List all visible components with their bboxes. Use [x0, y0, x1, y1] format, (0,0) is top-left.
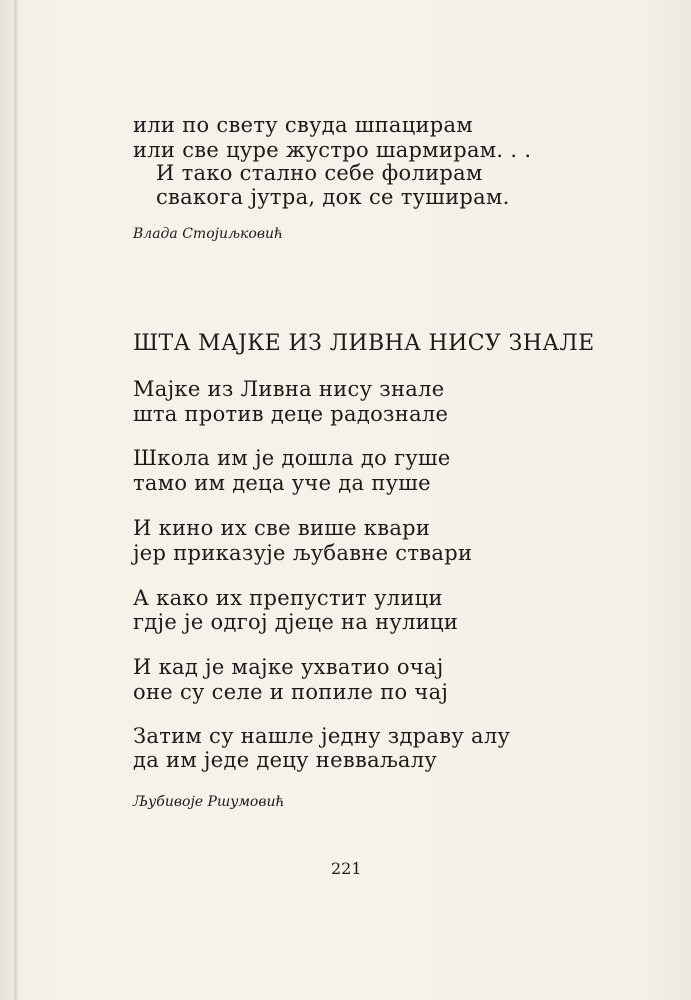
poem-line: или по свету свуда шпацирам — [133, 113, 473, 137]
poem-line: шта против деце радознале — [133, 402, 449, 426]
poem-line: гдје је одгој дјеце на нулици — [133, 610, 459, 634]
poem-title: ШТА МАЈКЕ ИЗ ЛИВНА НИСУ ЗНАЛЕ — [133, 331, 595, 356]
page-binding-edge — [14, 0, 18, 1000]
poem-line: или све цуре жустро шармирам. . . — [133, 138, 532, 162]
poem-line: јер приказује љубавне ствари — [133, 541, 473, 565]
poem-line: И кад је мајке ухватио очај — [133, 655, 444, 679]
poem-author: Љубивоје Ршумовић — [133, 794, 285, 810]
poem-line: свакога јутра, док се туширам. — [156, 185, 510, 209]
poem-line: И кино их све више квари — [133, 516, 431, 540]
poem-line: И тако стално себе фолирам — [156, 161, 483, 185]
poem-line: Затим су нашле једну здраву алу — [133, 724, 511, 748]
poem-line: Школа им је дошла до гуше — [133, 446, 451, 470]
poem-line: Мајке из Ливна нису знале — [133, 377, 445, 401]
poem-line: оне су селе и попиле по чај — [133, 680, 449, 704]
poem-author: Влада Стојиљковић — [133, 226, 283, 242]
page-number: 221 — [331, 859, 362, 878]
poem-line: А како их препустит улици — [133, 586, 443, 610]
poem-line: да им једе децу невваљалу — [133, 748, 438, 772]
poem-line: тамо им деца уче да пуше — [133, 471, 431, 495]
